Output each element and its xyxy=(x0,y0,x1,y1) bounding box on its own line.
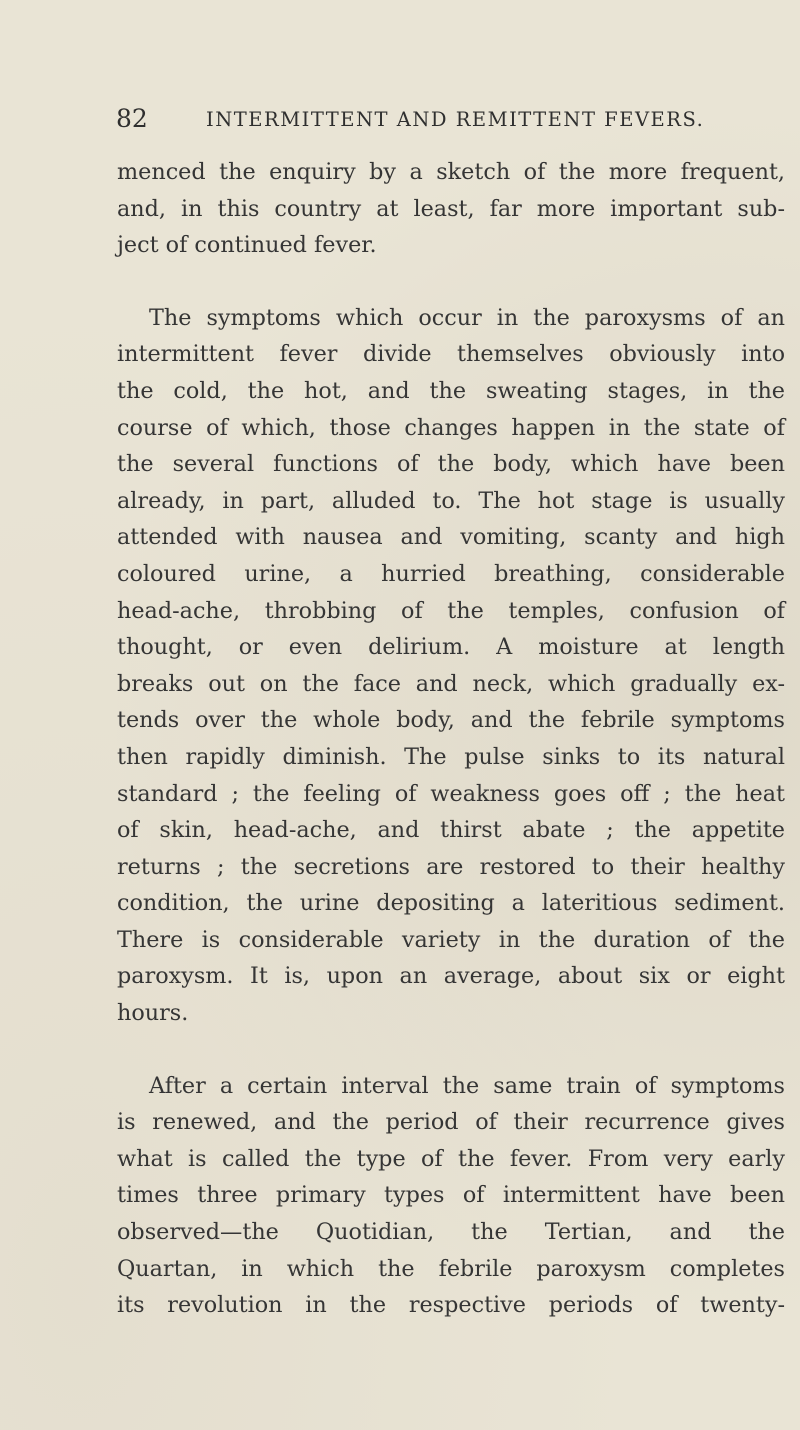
text-line: then rapidly diminish. The pulse sinks to its natural xyxy=(117,743,785,770)
text-line: what is called the type of the fever. From very early xyxy=(117,1145,785,1172)
paragraph-2 xyxy=(117,300,785,1032)
text-line: course of which, those changes happen in the state of xyxy=(117,414,785,441)
text-line: already, in part, alluded to. The hot stage is usually xyxy=(117,487,785,514)
text-line: attended with nausea and vomiting, scanty and high xyxy=(117,524,785,551)
text-line: ject of continued fever. xyxy=(117,232,377,259)
text-line: of skin, head-ache, and thirst abate ; the appetite xyxy=(117,817,785,844)
text-line: the several functions of the body, which have been xyxy=(117,451,785,478)
text-line: is renewed, and the period of their recurrence gives xyxy=(117,1109,785,1136)
text-line: hours. xyxy=(117,1000,189,1027)
text-line: thought, or even delirium. A moisture at length xyxy=(117,634,785,661)
text-line: standard ; the feeling of weakness goes off ; the heat xyxy=(117,780,785,807)
text-line: Quartan, in which the febrile paroxysm completes xyxy=(117,1255,785,1282)
text-line: returns ; the secretions are restored to their healthy xyxy=(117,853,785,880)
text-line: condition, the urine depositing a lateritious sediment. xyxy=(117,890,785,917)
text-line: coloured urine, a hurried breathing, considerable xyxy=(117,560,785,587)
text-line: paroxysm. It is, upon an average, about six or eight xyxy=(117,963,785,990)
text-line: The symptoms which occur in the paroxysms of an xyxy=(149,304,785,331)
text-line: observed—the Quotidian, the Tertian, and the xyxy=(117,1219,785,1246)
text-line: breaks out on the face and neck, which gradually ex- xyxy=(117,670,785,697)
body-text xyxy=(117,154,785,1324)
paragraph-1 xyxy=(117,154,785,264)
text-line: There is considerable variety in the duration of the xyxy=(117,926,785,953)
page-number: 82 xyxy=(116,104,148,133)
text-line: times three primary types of intermittent have been xyxy=(117,1182,785,1209)
text-line: its revolution in the respective periods of twenty- xyxy=(117,1292,785,1319)
text-line: intermittent fever divide themselves obviously into xyxy=(117,341,785,368)
running-title: INTERMITTENT AND REMITTENT FEVERS. xyxy=(206,108,705,131)
text-line: After a certain interval the same train of symptoms xyxy=(149,1072,785,1099)
text-line: the cold, the hot, and the sweating stages, in the xyxy=(117,377,785,404)
text-line: and, in this country at least, far more important sub- xyxy=(117,195,785,222)
running-head xyxy=(116,104,706,134)
text-line: head-ache, throbbing of the temples, confusion of xyxy=(117,597,785,624)
text-line: menced the enquiry by a sketch of the more frequent, xyxy=(117,159,785,185)
text-line: tends over the whole body, and the febrile symptoms xyxy=(117,707,785,734)
paragraph-3 xyxy=(117,1068,785,1324)
